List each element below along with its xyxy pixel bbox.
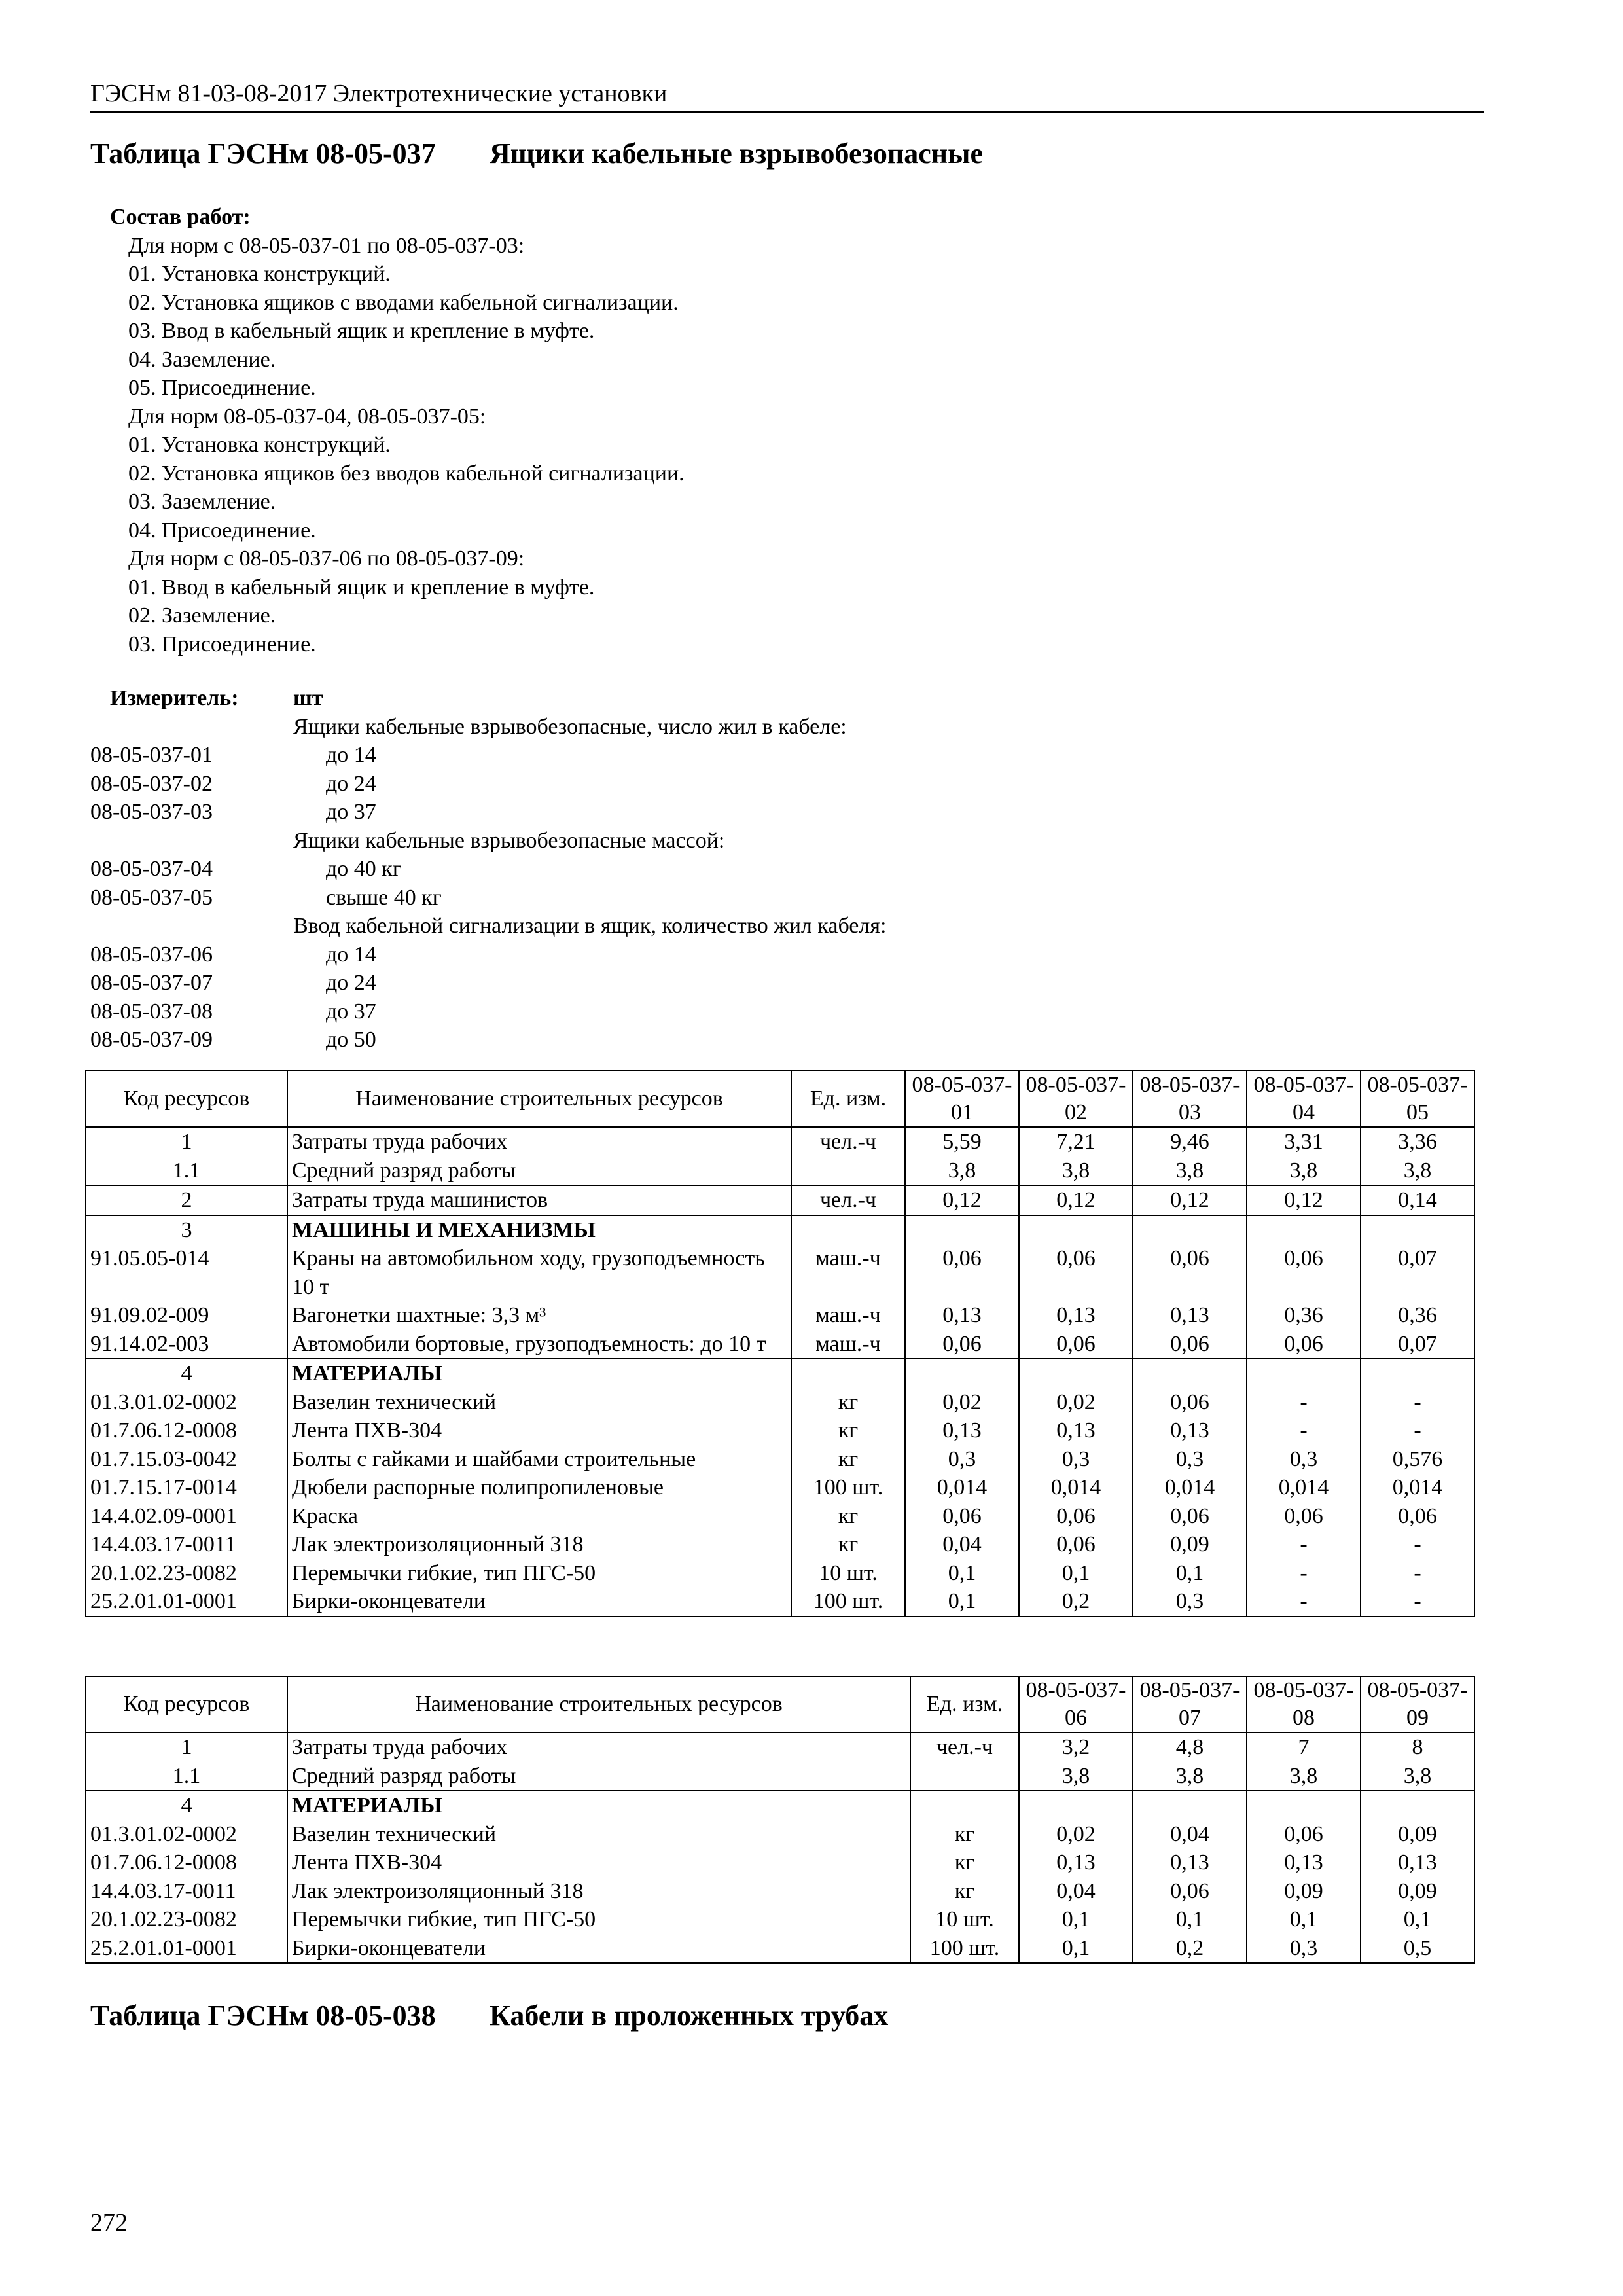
meter-row — [90, 912, 1007, 941]
resource-value: 0,014 — [905, 1473, 1019, 1502]
resource-value: 0,1 — [905, 1587, 1019, 1617]
resource-name: Средний разряд работы — [287, 1762, 910, 1791]
meter-label: Измеритель: — [110, 686, 239, 710]
meter-row — [90, 827, 1007, 855]
resource-value: 3,31 — [1247, 1127, 1361, 1157]
header-norm: 08-05-037-05 — [1361, 1071, 1474, 1127]
resource-unit: чел.-ч — [910, 1732, 1019, 1762]
resource-value: 0,09 — [1133, 1530, 1247, 1559]
meter-text: Ввод кабельной сигнализации в ящик, количество жил кабеля: — [293, 914, 887, 938]
page-number: 272 — [90, 2209, 128, 2236]
resource-unit — [791, 1157, 905, 1186]
resource-unit: 100 шт. — [910, 1934, 1019, 1964]
resource-value: 0,06 — [905, 1244, 1019, 1301]
resource-value: 0,13 — [1133, 1848, 1247, 1877]
resource-value: 0,06 — [905, 1502, 1019, 1531]
resource-code: 91.09.02-009 — [86, 1301, 287, 1330]
resource-unit: кг — [791, 1388, 905, 1417]
resource-value: 0,576 — [1361, 1445, 1474, 1474]
resource-unit: 10 шт. — [791, 1559, 905, 1588]
resource-value: - — [1247, 1388, 1361, 1417]
resource-unit — [791, 1359, 905, 1388]
meter-text: до 37 — [326, 800, 376, 824]
resource-value — [1361, 1791, 1474, 1820]
resource-name: Бирки-оконцеватели — [287, 1934, 910, 1964]
resource-code: 20.1.02.23-0082 — [86, 1559, 287, 1588]
resource-unit: маш.-ч — [791, 1330, 905, 1359]
resource-value: 0,12 — [1019, 1185, 1133, 1215]
resource-code: 25.2.01.01-0001 — [86, 1587, 287, 1617]
resource-value — [1019, 1359, 1133, 1388]
resource-value: 0,06 — [905, 1330, 1019, 1359]
work-line: 01. Установка конструкций. — [128, 433, 391, 457]
norm-code: 08-05-037-09 — [90, 1028, 213, 1052]
resource-value: 7 — [1247, 1732, 1361, 1762]
resource-name: Перемычки гибкие, тип ПГС-50 — [287, 1559, 791, 1588]
resource-code: 01.7.15.17-0014 — [86, 1473, 287, 1502]
work-composition-list — [90, 232, 685, 659]
resource-value: 0,09 — [1361, 1877, 1474, 1906]
resource-value: 0,1 — [905, 1559, 1019, 1588]
resource-value: 3,36 — [1361, 1127, 1474, 1157]
resource-value: 0,06 — [1361, 1502, 1474, 1531]
meter-text: до 24 — [326, 771, 376, 796]
table-row — [86, 1502, 1474, 1531]
resource-unit: кг — [910, 1848, 1019, 1877]
table-row — [86, 1848, 1474, 1877]
resource-code: 4 — [86, 1791, 287, 1820]
resource-value: 0,3 — [905, 1445, 1019, 1474]
resource-value: 0,06 — [1019, 1530, 1133, 1559]
header-norm: 08-05-037-03 — [1133, 1071, 1247, 1127]
table-title-038 — [90, 1996, 888, 2036]
work-line: 02. Установка ящиков с вводами кабельной сигнализации. — [128, 290, 679, 315]
resource-unit: кг — [791, 1416, 905, 1445]
resource-value: 0,12 — [1133, 1185, 1247, 1215]
header-code: Код ресурсов — [86, 1676, 287, 1732]
resource-code: 91.14.02-003 — [86, 1330, 287, 1359]
work-line: Для норм с 08-05-037-01 по 08-05-037-03: — [128, 233, 525, 258]
resource-name: Средний разряд работы — [287, 1157, 791, 1186]
work-line: 03. Присоединение. — [128, 632, 316, 656]
resource-value: 0,07 — [1361, 1244, 1474, 1301]
resource-value: 0,02 — [905, 1388, 1019, 1417]
meter-text: Ящики кабельные взрывобезопасные массой: — [293, 828, 725, 853]
table-code: Таблица ГЭСНм 08-05-038 — [90, 2000, 436, 2032]
resource-value: 0,06 — [1247, 1502, 1361, 1531]
meter-text: до 14 — [326, 743, 376, 767]
resource-value: 8 — [1361, 1732, 1474, 1762]
resource-value: 0,06 — [1133, 1330, 1247, 1359]
resource-code: 1.1 — [86, 1157, 287, 1186]
resource-value — [905, 1215, 1019, 1245]
table-row — [86, 1244, 1474, 1301]
resource-value: 0,04 — [1019, 1877, 1133, 1906]
resource-value: - — [1361, 1587, 1474, 1617]
resource-name: Лента ПХВ-304 — [287, 1416, 791, 1445]
meter-row — [90, 713, 1007, 742]
resource-unit: 100 шт. — [791, 1473, 905, 1502]
resource-unit: 10 шт. — [910, 1905, 1019, 1934]
resource-value: 0,13 — [1019, 1416, 1133, 1445]
table-header-row — [86, 1071, 1474, 1127]
table-row — [86, 1587, 1474, 1617]
resource-unit: маш.-ч — [791, 1301, 905, 1330]
resource-value: 0,06 — [1019, 1502, 1133, 1531]
resource-code: 25.2.01.01-0001 — [86, 1934, 287, 1964]
resource-name: Краска — [287, 1502, 791, 1531]
norm-code: 08-05-037-02 — [90, 771, 213, 796]
resource-unit: кг — [910, 1877, 1019, 1906]
work-line: 05. Присоединение. — [128, 376, 316, 400]
resource-value: 0,36 — [1247, 1301, 1361, 1330]
work-line: 03. Заземление. — [128, 490, 276, 514]
resource-value: 0,06 — [1019, 1330, 1133, 1359]
table-row — [86, 1934, 1474, 1964]
resource-value — [1019, 1215, 1133, 1245]
resource-value: 0,12 — [1247, 1185, 1361, 1215]
resource-value: 0,02 — [1019, 1388, 1133, 1417]
resource-value: - — [1247, 1559, 1361, 1588]
resource-value: 0,09 — [1361, 1820, 1474, 1849]
resource-unit: кг — [791, 1530, 905, 1559]
resource-code: 3 — [86, 1215, 287, 1245]
resource-value: 0,06 — [1247, 1330, 1361, 1359]
norm-code: 08-05-037-08 — [90, 999, 213, 1024]
resource-name: МАТЕРИАЛЫ — [287, 1359, 791, 1388]
meter-row — [90, 798, 1007, 827]
resource-code: 1 — [86, 1732, 287, 1762]
header-unit: Ед. изм. — [910, 1676, 1019, 1732]
resource-name: Лента ПХВ-304 — [287, 1848, 910, 1877]
resource-value: 0,014 — [1361, 1473, 1474, 1502]
meter-row — [90, 997, 1007, 1026]
resource-value: 0,13 — [1019, 1301, 1133, 1330]
resource-value: 0,13 — [1361, 1848, 1474, 1877]
work-composition — [90, 203, 685, 658]
resource-value: 3,8 — [1019, 1157, 1133, 1186]
resource-value: 0,06 — [1133, 1388, 1247, 1417]
resource-value: 9,46 — [1133, 1127, 1247, 1157]
resource-value: 3,8 — [1133, 1762, 1247, 1791]
resource-code: 14.4.03.17-0011 — [86, 1530, 287, 1559]
resource-name: Затраты труда рабочих — [287, 1127, 791, 1157]
norm-code: 08-05-037-07 — [90, 971, 213, 995]
meter-row — [90, 1026, 1007, 1054]
resource-value: - — [1361, 1559, 1474, 1588]
resource-unit: кг — [791, 1445, 905, 1474]
resource-value: 3,8 — [1019, 1762, 1133, 1791]
resource-value: 0,02 — [1019, 1820, 1133, 1849]
work-line: Для норм с 08-05-037-06 по 08-05-037-09: — [128, 547, 525, 571]
resource-name: Лак электроизоляционный 318 — [287, 1530, 791, 1559]
resource-name: МАШИНЫ И МЕХАНИЗМЫ — [287, 1215, 791, 1245]
resource-value: 0,36 — [1361, 1301, 1474, 1330]
resource-value: 0,06 — [1133, 1877, 1247, 1906]
resource-unit — [791, 1215, 905, 1245]
resource-value: 3,8 — [1247, 1157, 1361, 1186]
resource-value: - — [1361, 1388, 1474, 1417]
table-title-037 — [90, 134, 983, 173]
resource-unit: маш.-ч — [791, 1244, 905, 1301]
resource-unit: чел.-ч — [791, 1185, 905, 1215]
resource-unit: кг — [791, 1502, 905, 1531]
resource-value — [1361, 1215, 1474, 1245]
resource-unit: кг — [910, 1820, 1019, 1849]
table-row — [86, 1877, 1474, 1906]
table-row — [86, 1559, 1474, 1588]
resource-value: 0,06 — [1247, 1820, 1361, 1849]
resource-code: 01.3.01.02-0002 — [86, 1820, 287, 1849]
resource-value: 0,07 — [1361, 1330, 1474, 1359]
norm-code: 08-05-037-05 — [90, 885, 213, 910]
meter-text: Ящики кабельные взрывобезопасные, число жил в кабеле: — [293, 714, 847, 739]
work-line: 02. Установка ящиков без вводов кабельной сигнализации. — [128, 461, 685, 486]
table-row — [86, 1388, 1474, 1417]
running-header: ГЭСНм 81-03-08-2017 Электротехнические установки — [90, 77, 1484, 113]
norm-code: 08-05-037-01 — [90, 743, 213, 767]
work-line: 04. Присоединение. — [128, 518, 316, 543]
norm-code — [90, 713, 293, 742]
work-composition-heading: Состав работ: — [110, 205, 251, 229]
resource-value: 0,3 — [1019, 1445, 1133, 1474]
meter-text: свыше 40 кг — [326, 885, 442, 910]
resource-code: 1 — [86, 1127, 287, 1157]
work-line: 02. Заземление. — [128, 603, 276, 628]
work-line: 01. Ввод в кабельный ящик и крепление в муфте. — [128, 575, 595, 600]
resource-value: 0,13 — [905, 1416, 1019, 1445]
resource-value: 0,1 — [1019, 1934, 1133, 1964]
resource-value: 0,04 — [1133, 1820, 1247, 1849]
resource-code: 2 — [86, 1185, 287, 1215]
meter-row — [90, 741, 1007, 770]
resource-value: 0,09 — [1247, 1877, 1361, 1906]
table-row — [86, 1445, 1474, 1474]
meter-header-row — [90, 684, 1007, 713]
meter-row — [90, 855, 1007, 884]
resource-code: 1.1 — [86, 1762, 287, 1791]
table-header-row — [86, 1676, 1474, 1732]
meter-text: до 14 — [326, 942, 376, 967]
resource-value: 0,06 — [1247, 1244, 1361, 1301]
resource-value: 0,04 — [905, 1530, 1019, 1559]
table-row — [86, 1905, 1474, 1934]
meter-row — [90, 941, 1007, 969]
table-row — [86, 1215, 1474, 1245]
meter-text: до 24 — [326, 971, 376, 995]
resource-value: 0,5 — [1361, 1934, 1474, 1964]
meter-text: до 37 — [326, 999, 376, 1024]
resource-value: 0,1 — [1247, 1905, 1361, 1934]
meter-row — [90, 884, 1007, 912]
resource-value: 3,8 — [1361, 1762, 1474, 1791]
resource-value: - — [1247, 1416, 1361, 1445]
table-row — [86, 1473, 1474, 1502]
meter-section — [90, 684, 1007, 1054]
resource-unit — [910, 1791, 1019, 1820]
resource-value: 0,3 — [1247, 1934, 1361, 1964]
header-norm: 08-05-037-02 — [1019, 1071, 1133, 1127]
resource-name: Перемычки гибкие, тип ПГС-50 — [287, 1905, 910, 1934]
resource-name: Вагонетки шахтные: 3,3 м³ — [287, 1301, 791, 1330]
header-name: Наименование строительных ресурсов — [287, 1676, 910, 1732]
resource-unit: чел.-ч — [791, 1127, 905, 1157]
resource-value — [1247, 1359, 1361, 1388]
resource-value: 0,06 — [1019, 1244, 1133, 1301]
resource-name: Болты с гайками и шайбами строительные — [287, 1445, 791, 1474]
resource-name: Затраты труда рабочих — [287, 1732, 910, 1762]
meter-text: до 50 — [326, 1028, 376, 1052]
resource-value: 0,14 — [1361, 1185, 1474, 1215]
resource-value: - — [1361, 1530, 1474, 1559]
resource-value: 0,13 — [1133, 1416, 1247, 1445]
resource-value: 0,3 — [1133, 1445, 1247, 1474]
resource-value: 0,13 — [1133, 1301, 1247, 1330]
work-line: 04. Заземление. — [128, 347, 276, 372]
header-norm: 08-05-037-08 — [1247, 1676, 1361, 1732]
norm-code: 08-05-037-06 — [90, 942, 213, 967]
resource-value: 3,8 — [1361, 1157, 1474, 1186]
resource-code: 01.3.01.02-0002 — [86, 1388, 287, 1417]
resource-value: 3,8 — [905, 1157, 1019, 1186]
table-row — [86, 1762, 1474, 1791]
header-code: Код ресурсов — [86, 1071, 287, 1127]
table-row — [86, 1416, 1474, 1445]
meter-row — [90, 969, 1007, 997]
work-line: 01. Установка конструкций. — [128, 262, 391, 286]
meter-unit: шт — [293, 686, 323, 710]
table-row — [86, 1359, 1474, 1388]
table-name: Кабели в проложенных трубах — [490, 2000, 889, 2032]
header-name: Наименование строительных ресурсов — [287, 1071, 791, 1127]
resource-name: Лак электроизоляционный 318 — [287, 1877, 910, 1906]
resource-unit: 100 шт. — [791, 1587, 905, 1617]
resource-name: Затраты труда машинистов — [287, 1185, 791, 1215]
resource-name: Бирки-оконцеватели — [287, 1587, 791, 1617]
resource-name: Дюбели распорные полипропиленовые — [287, 1473, 791, 1502]
table-row — [86, 1732, 1474, 1762]
table-row — [86, 1157, 1474, 1186]
resource-value: 0,014 — [1133, 1473, 1247, 1502]
resource-value — [1019, 1791, 1133, 1820]
work-line: Для норм 08-05-037-04, 08-05-037-05: — [128, 404, 486, 429]
resource-code: 91.05.05-014 — [86, 1244, 287, 1301]
norm-code: 08-05-037-03 — [90, 800, 213, 824]
header-norm: 08-05-037-06 — [1019, 1676, 1133, 1732]
resource-value — [1361, 1359, 1474, 1388]
resource-code: 01.7.06.12-0008 — [86, 1848, 287, 1877]
table-row — [86, 1185, 1474, 1215]
table-row — [86, 1791, 1474, 1820]
resource-value: 3,8 — [1133, 1157, 1247, 1186]
resource-value: 0,1 — [1019, 1905, 1133, 1934]
resource-name: МАТЕРИАЛЫ — [287, 1791, 910, 1820]
header-norm: 08-05-037-09 — [1361, 1676, 1474, 1732]
resource-value: 0,13 — [1019, 1848, 1133, 1877]
resource-table-2 — [85, 1676, 1475, 1964]
resource-code: 4 — [86, 1359, 287, 1388]
table-row — [86, 1820, 1474, 1849]
resource-value: 0,06 — [1133, 1502, 1247, 1531]
resource-value: 0,3 — [1247, 1445, 1361, 1474]
header-norm: 08-05-037-04 — [1247, 1071, 1361, 1127]
table-row — [86, 1127, 1474, 1157]
resource-value: 3,2 — [1019, 1732, 1133, 1762]
resource-value: 0,014 — [1019, 1473, 1133, 1502]
resource-name: Вазелин технический — [287, 1820, 910, 1849]
resource-value: 5,59 — [905, 1127, 1019, 1157]
resource-value: 0,2 — [1019, 1587, 1133, 1617]
resource-value: 0,12 — [905, 1185, 1019, 1215]
resource-value: 4,8 — [1133, 1732, 1247, 1762]
table-row — [86, 1301, 1474, 1330]
norm-code — [90, 827, 293, 855]
resource-name: Автомобили бортовые, грузоподъемность: до 10 т — [287, 1330, 791, 1359]
header-unit: Ед. изм. — [791, 1071, 905, 1127]
resource-value: 0,13 — [905, 1301, 1019, 1330]
resource-value: 0,1 — [1019, 1559, 1133, 1588]
norm-code — [90, 912, 293, 941]
resource-value — [905, 1359, 1019, 1388]
meter-text: до 40 кг — [326, 857, 402, 881]
resource-value: - — [1247, 1530, 1361, 1559]
table-name: Ящики кабельные взрывобезопасные — [490, 137, 984, 170]
resource-value: 0,13 — [1247, 1848, 1361, 1877]
resource-value — [1247, 1791, 1361, 1820]
resource-code: 20.1.02.23-0082 — [86, 1905, 287, 1934]
resource-value — [1133, 1359, 1247, 1388]
resource-name: Краны на автомобильном ходу, грузоподъемность 10 т — [287, 1244, 791, 1301]
resource-value: 3,8 — [1247, 1762, 1361, 1791]
meter-list — [90, 713, 1007, 1054]
table-row — [86, 1330, 1474, 1359]
resource-value — [1133, 1791, 1247, 1820]
resource-code: 14.4.03.17-0011 — [86, 1877, 287, 1906]
resource-value: - — [1361, 1416, 1474, 1445]
resource-code: 01.7.15.03-0042 — [86, 1445, 287, 1474]
resource-value — [1133, 1215, 1247, 1245]
resource-value: 0,1 — [1133, 1559, 1247, 1588]
work-line: 03. Ввод в кабельный ящик и крепление в муфте. — [128, 319, 595, 343]
resource-unit — [910, 1762, 1019, 1791]
resource-value — [1247, 1215, 1361, 1245]
resource-value: 0,1 — [1361, 1905, 1474, 1934]
resource-code: 14.4.02.09-0001 — [86, 1502, 287, 1531]
resource-name: Вазелин технический — [287, 1388, 791, 1417]
resource-value: 0,014 — [1247, 1473, 1361, 1502]
header-norm: 08-05-037-07 — [1133, 1676, 1247, 1732]
meter-row — [90, 770, 1007, 798]
table-row — [86, 1530, 1474, 1559]
resource-value: 0,2 — [1133, 1934, 1247, 1964]
resource-value: 7,21 — [1019, 1127, 1133, 1157]
resource-value: 0,3 — [1133, 1587, 1247, 1617]
resource-value: 0,06 — [1133, 1244, 1247, 1301]
resource-code: 01.7.06.12-0008 — [86, 1416, 287, 1445]
resource-value: 0,1 — [1133, 1905, 1247, 1934]
header-norm: 08-05-037-01 — [905, 1071, 1019, 1127]
norm-code: 08-05-037-04 — [90, 857, 213, 881]
resource-table-1 — [85, 1070, 1475, 1617]
table-code: Таблица ГЭСНм 08-05-037 — [90, 137, 436, 170]
resource-value: - — [1247, 1587, 1361, 1617]
